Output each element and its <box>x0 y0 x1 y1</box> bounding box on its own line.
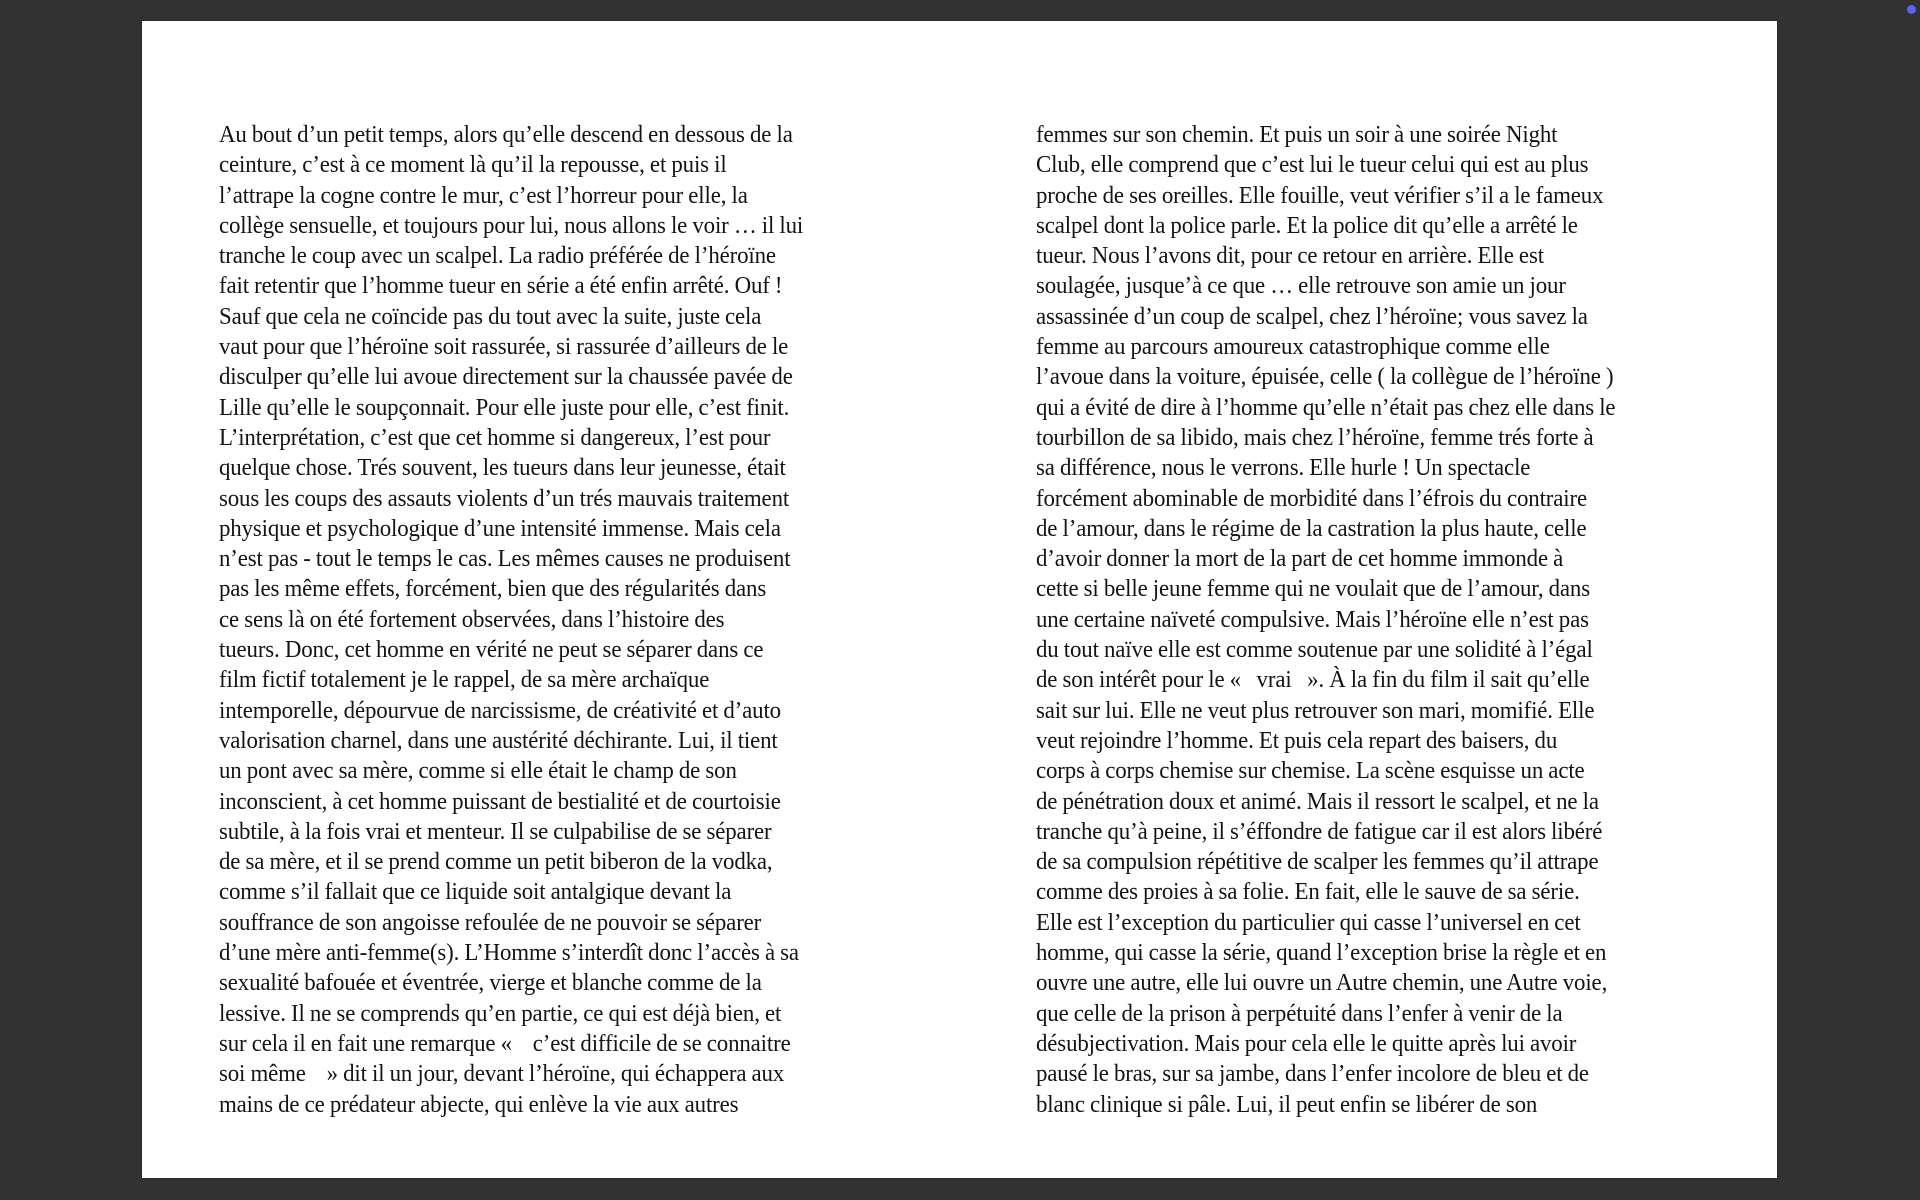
text-line: de sa mère, et il se prend comme un petit biberon de la vodka, <box>219 848 773 876</box>
text-line: ouvre une autre, elle lui ouvre un Autre chemin, une Autre voie, <box>1036 969 1608 997</box>
text-line: soulagée, jusque’à ce que … elle retrouve son amie un jour <box>1036 272 1566 300</box>
text-line: subtile, à la fois vrai et menteur. Il se culpabilise de se séparer <box>219 817 772 845</box>
text-line: corps à corps chemise sur chemise. La scène esquisse un acte <box>1036 757 1585 785</box>
text-line: film fictif totalement je le rappel, de sa mère archaïque <box>219 666 710 694</box>
text-line: fait retentir que l’homme tueur en série a été enfin arrêté. Ouf ! <box>219 272 783 300</box>
text-line: du tout naïve elle est comme soutenue par une solidité à l’égal <box>1036 636 1593 664</box>
text-line: comme s’il fallait que ce liquide soit antalgique devant la <box>219 878 732 906</box>
text-line: désubjectivation. Mais pour cela elle le quitte après lui avoir <box>1036 1029 1577 1057</box>
text-line: pas les même effets, forcément, bien que des régularités dans <box>219 575 767 603</box>
text-line: comme des proies à sa folie. En fait, elle le sauve de sa série. <box>1036 878 1580 906</box>
text-line: sous les coups des assauts violents d’un trés mauvais traitement <box>219 484 790 512</box>
text-line: disculper qu’elle lui avoue directement sur la chaussée pavée de <box>219 363 793 391</box>
text-line: tranche le coup avec un scalpel. La radio préférée de l’héroïne <box>219 242 776 270</box>
text-line: homme, qui casse la série, quand l’exception brise la règle et en <box>1036 939 1607 967</box>
text-line: mains de ce prédateur abjecte, qui enlève la vie aux autres <box>219 1090 739 1118</box>
text-line: proche de ses oreilles. Elle fouille, veut vérifier s’il a le fameux <box>1036 181 1604 209</box>
text-line: l’attrape la cogne contre le mur, c’est l’horreur pour elle, la <box>219 181 748 209</box>
text-line: Elle est l’exception du particulier qui casse l’universel en cet <box>1036 908 1581 936</box>
text-line: collège sensuelle, et toujours pour lui, nous allons le voir … il lui <box>219 211 804 239</box>
text-line: vaut pour que l’héroïne soit rassurée, si rassurée d’ailleurs de le <box>219 333 789 361</box>
text-line: sa différence, nous le verrons. Elle hurle ! Un spectacle <box>1036 454 1531 482</box>
text-line: cette si belle jeune femme qui ne voulait que de l’amour, dans <box>1036 575 1590 603</box>
text-line: valorisation charnel, dans une austérité déchirante. Lui, il tient <box>219 726 778 754</box>
text-line: tueur. Nous l’avons dit, pour ce retour en arrière. Elle est <box>1036 242 1544 270</box>
text-line: lessive. Il ne se comprends qu’en partie, ce qui est déjà bien, et <box>219 999 782 1027</box>
text-line: Sauf que cela ne coïncide pas du tout avec la suite, juste cela <box>219 302 762 330</box>
text-line: scalpel dont la police parle. Et la police dit qu’elle a arrêté le <box>1036 211 1578 239</box>
text-line: quelque chose. Trés souvent, les tueurs dans leur jeunesse, était <box>219 454 786 482</box>
text-line: femme au parcours amoureux catastrophique comme elle <box>1036 333 1550 361</box>
text-line: femmes sur son chemin. Et puis un soir à une soirée Night <box>1036 121 1558 148</box>
text-line: L’interprétation, c’est que cet homme si dangereux, l’est pour <box>219 423 771 451</box>
text-line: tourbillon de sa libido, mais chez l’héroïne, femme trés forte à <box>1036 423 1594 451</box>
text-line: assassinée d’un coup de scalpel, chez l’héroïne; vous savez la <box>1036 302 1588 330</box>
text-line: qui a évité de dire à l’homme qu’elle n’était pas chez elle dans le <box>1036 393 1616 421</box>
text-line: l’avoue dans la voiture, épuisée, celle ( la collègue de l’héroïne ) <box>1036 363 1614 391</box>
text-line: de son intérêt pour le « vrai ». À la fin du film il sait qu’elle <box>1036 666 1590 694</box>
text-line: ce sens là on été fortement observées, dans l’histoire des <box>219 605 725 633</box>
text-line: d’une mère anti-femme(s). L’Homme s’interdît donc l’accès à sa <box>219 939 799 967</box>
text-line: ceinture, c’est à ce moment là qu’il la repousse, et puis il <box>219 151 727 179</box>
text-line: blanc clinique si pâle. Lui, il peut enfin se libérer de son <box>1036 1090 1538 1118</box>
text-line: de pénétration doux et animé. Mais il ressort le scalpel, et ne la <box>1036 787 1599 815</box>
text-line: tueurs. Donc, cet homme en vérité ne peut se séparer dans ce <box>219 636 764 664</box>
text-line: un pont avec sa mère, comme si elle était le champ de son <box>219 757 737 785</box>
text-line: que celle de la prison à perpétuité dans l’enfer à venir de la <box>1036 999 1563 1027</box>
text-line: tranche qu’à peine, il s’éffondre de fatigue car il est alors libéré <box>1036 817 1603 845</box>
text-line: sur cela il en fait une remarque « c’est difficile de se connaitre <box>219 1029 791 1057</box>
text-line: intemporelle, dépourvue de narcissisme, de créativité et d’auto <box>219 696 781 724</box>
text-line: pausé le bras, sur sa jambe, dans l’enfer incolore de bleu et de <box>1036 1060 1589 1088</box>
text-line: une certaine naïveté compulsive. Mais l’héroïne elle n’est pas <box>1036 605 1589 633</box>
text-line: Lille qu’elle le soupçonnait. Pour elle juste pour elle, c’est finit. <box>219 393 790 421</box>
text-line: n’est pas - tout le temps le cas. Les mêmes causes ne produisent <box>219 545 791 573</box>
text-line: veut rejoindre l’homme. Et puis cela repart des baisers, du <box>1036 726 1558 754</box>
status-indicator-dot-icon <box>1907 5 1916 14</box>
text-line: soi même » dit il un jour, devant l’héroïne, qui échappera aux <box>219 1060 785 1088</box>
text-line: Club, elle comprend que c’est lui le tueur celui qui est au plus <box>1036 151 1589 179</box>
text-line: de sa compulsion répétitive de scalper les femmes qu’il attrape <box>1036 848 1599 876</box>
text-line: Au bout d’un petit temps, alors qu’elle descend en dessous de la <box>219 121 793 148</box>
text-line: souffrance de son angoisse refoulée de ne pouvoir se séparer <box>219 908 762 936</box>
text-line: d’avoir donner la mort de la part de cet homme immonde à <box>1036 545 1564 573</box>
text-line: inconscient, à cet homme puissant de bestialité et de courtoisie <box>219 787 781 815</box>
text-line: sait sur lui. Elle ne veut plus retrouver son mari, momifié. Elle <box>1036 696 1595 724</box>
text-line: sexualité bafouée et éventrée, vierge et blanche comme de la <box>219 969 762 997</box>
text-line: de l’amour, dans le régime de la castration la plus haute, celle <box>1036 514 1587 542</box>
text-line: forcément abominable de morbidité dans l’éfrois du contraire <box>1036 484 1587 512</box>
document-page <box>142 21 1777 1178</box>
left-text-column <box>219 120 919 1120</box>
right-text-column <box>1036 120 1736 1120</box>
text-line: physique et psychologique d’une intensité immense. Mais cela <box>219 514 781 542</box>
